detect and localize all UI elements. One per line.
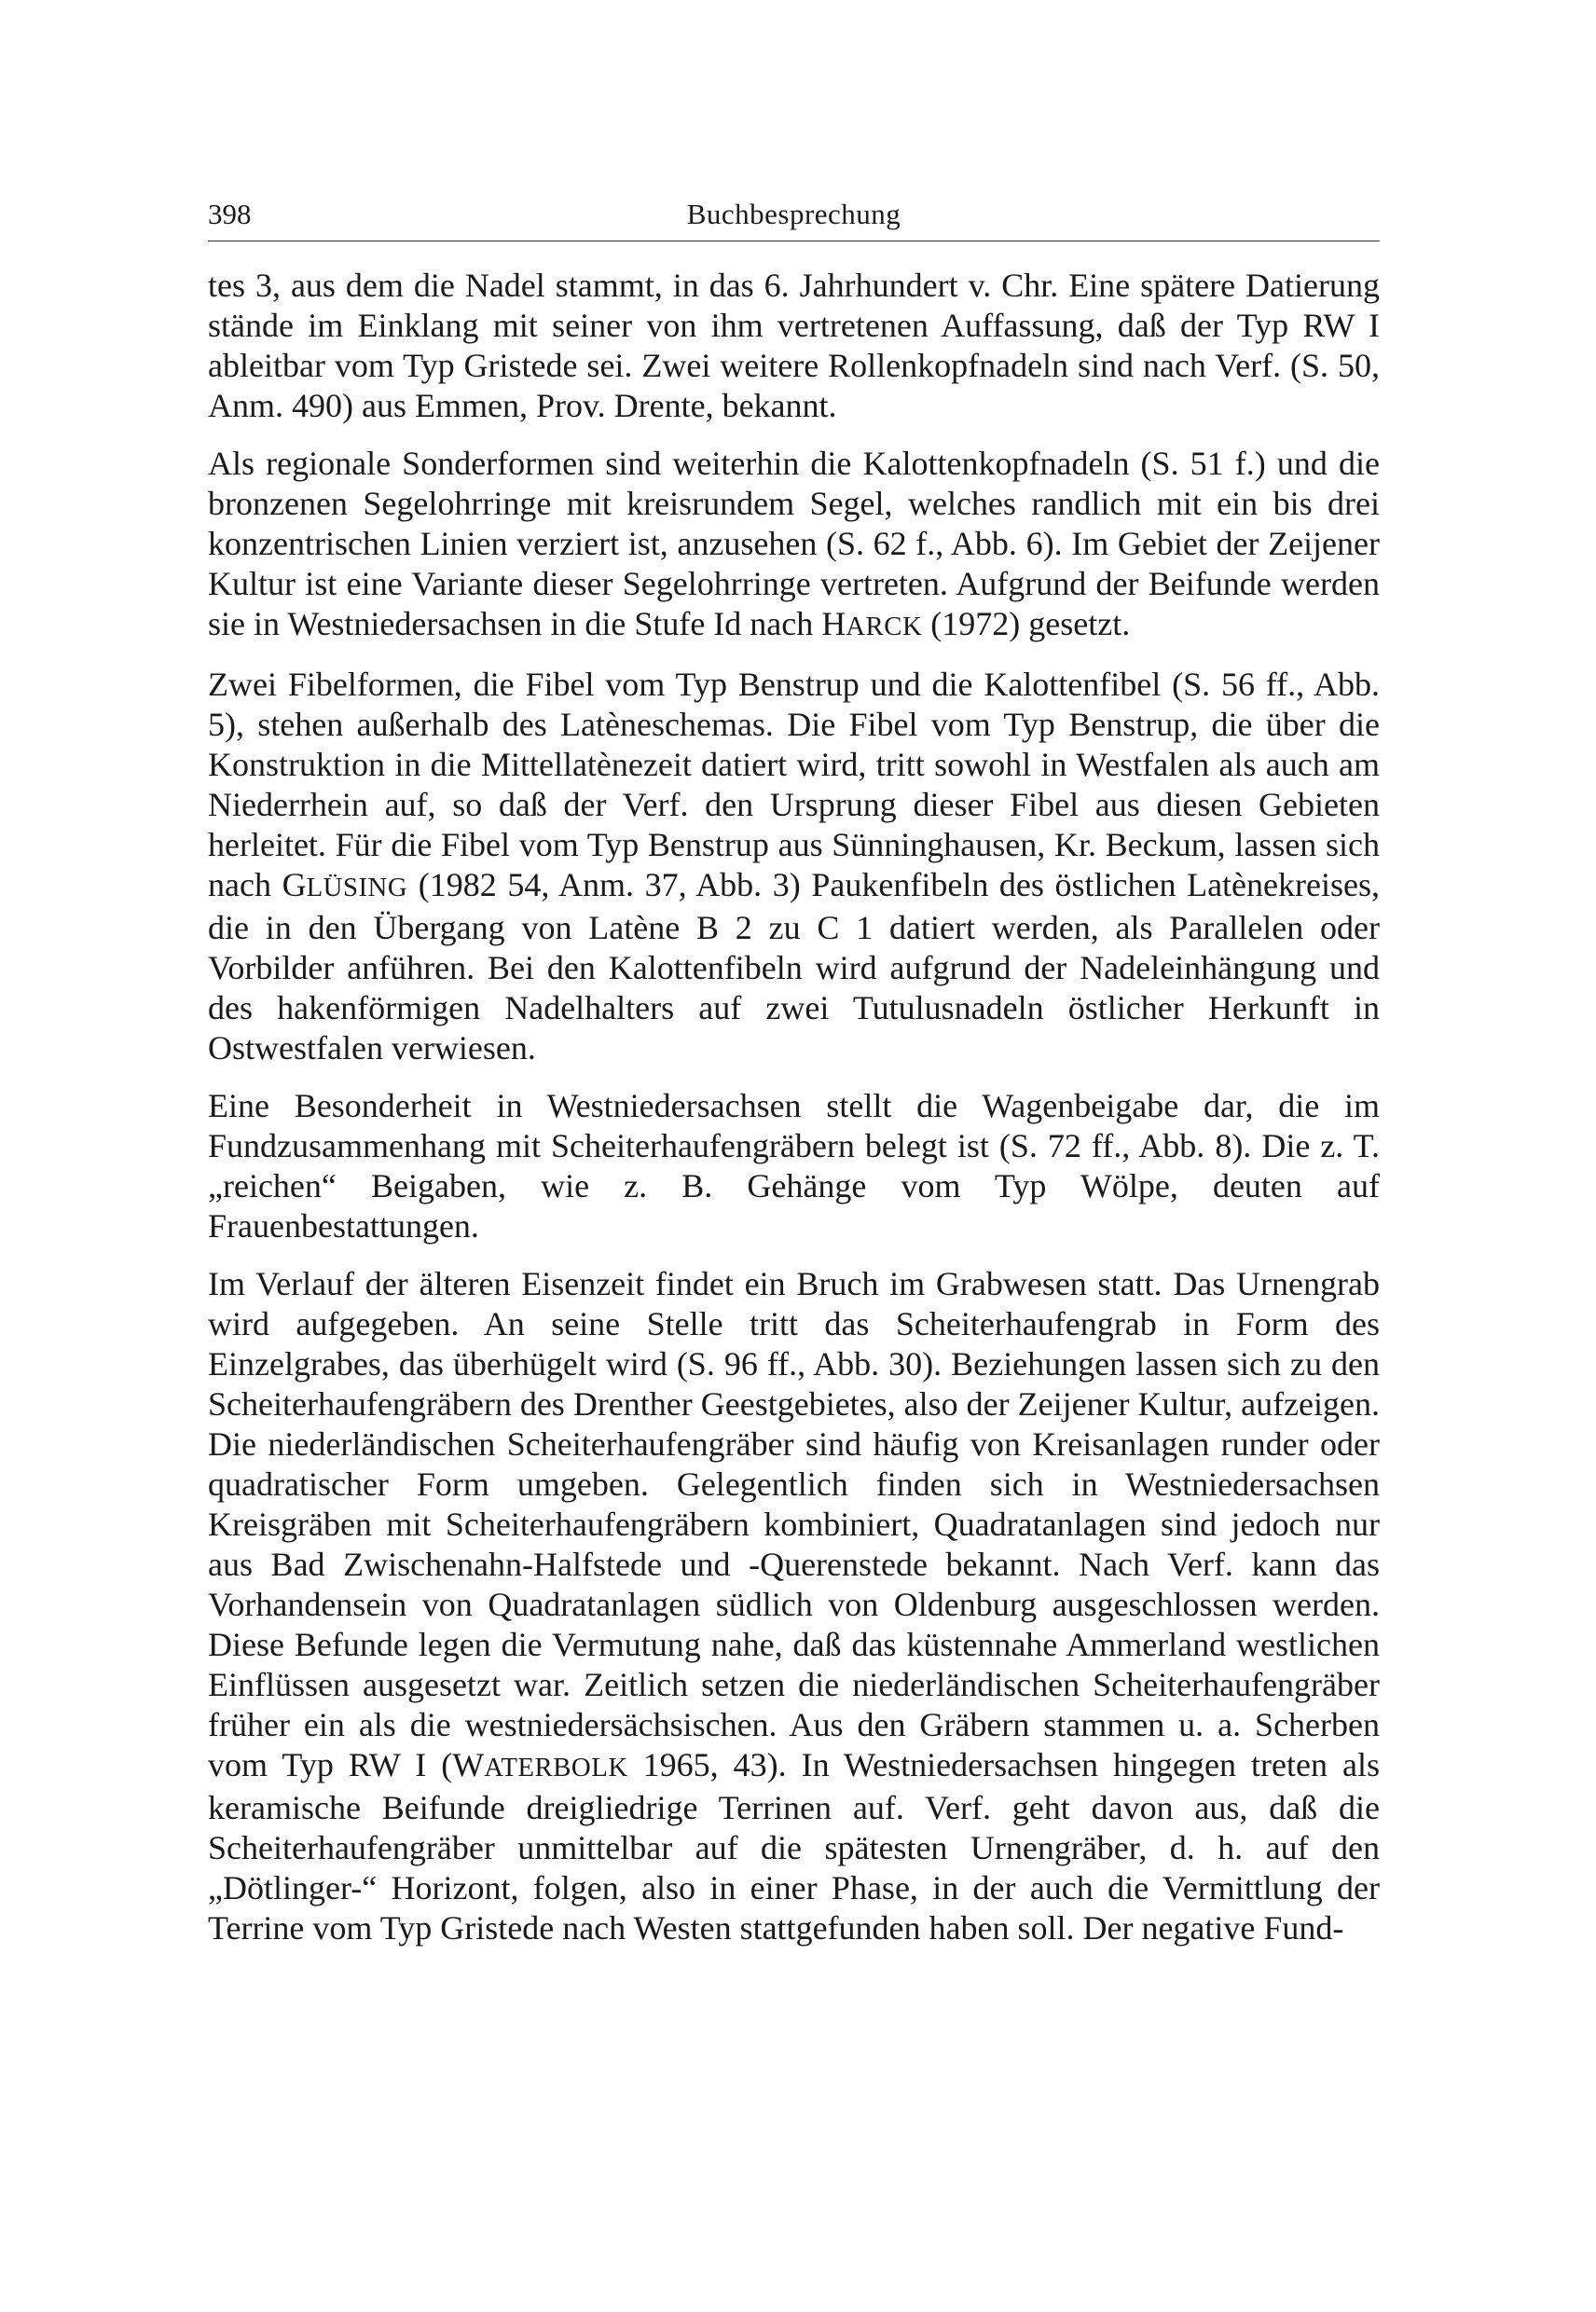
running-title: Buchbesprechung bbox=[686, 198, 901, 230]
paragraph-4 bbox=[208, 1086, 1380, 1246]
paragraph-text: tes 3, aus dem die Nadel stammt, in das 6. Jahrhundert v. Chr. Eine spätere Datierung stände im Einklang mit seiner von ihm vertretenen Auffassung, daß der Typ RW I ableitbar vom Typ Gristede sei. Zwei weitere Rollenkopfnadeln sind nach Verf. (S. 50, Anm. 490) aus Emmen, Prov. Drente, bekannt. bbox=[208, 267, 1380, 424]
paragraph-text: (1972) gesetzt. bbox=[922, 605, 1131, 642]
author-name: GLÜSING bbox=[282, 866, 408, 903]
book-page bbox=[208, 191, 1380, 1966]
paragraph-text: Als regionale Sonderformen sind weiterhin die Kalottenkopfnadeln (S. 51 f.) und die bronzenen Segelohrringe mit kreisrundem Segel, welches randlich mit ein bis drei konzentrischen Linien verziert ist, anzusehen (S. 62 f., Abb. 6). Im Gebiet der Zeijener Kultur ist eine Variante dieser Segelohrringe vertreten. Aufgrund der Beifunde werden sie in Westniedersachsen in die Stufe Id nach bbox=[208, 445, 1380, 642]
paragraph-text: Im Verlauf der älteren Eisenzeit findet ein Bruch im Grabwesen statt. Das Urnengrab wird aufgegeben. An seine Stelle tritt das Scheiterhaufengrab in Form des Einzelgrabes, das überhügelt wird (S. 96 ff., Abb. 30). Beziehungen lassen sich zu den Scheiterhaufengräbern des Drenther Geestgebietes, also der Zeijener Kultur, aufzeigen. Die niederländischen Scheiterhaufengräber sind häufig von Kreisanlagen runder oder quadratischer Form umgeben. Gelegentlich finden sich in Westniedersachsen Kreisgräben mit Scheiterhaufengräbern kombiniert, Quadratanlagen sind jedoch nur aus Bad Zwischenahn-Halfstede und -Querenstede bekannt. Nach Verf. kann das Vorhandensein von Quadratanlagen südlich von Oldenburg ausgeschlossen werden. Diese Befunde legen die Vermutung nahe, daß das küstennahe Ammerland westlichen Einflüssen ausgesetzt war. Zeitlich setzen die niederländischen Scheiterhaufengräber früher ein als die westniedersächsischen. Aus den Gräbern stammen u. a. Scherben vom Typ RW I ( bbox=[208, 1265, 1380, 1783]
body-text bbox=[208, 266, 1380, 1948]
paragraph-text: (1982 54, Anm. 37, Abb. 3) Paukenfibeln des östlichen Latènekreises, die in den Übergang von Latène B 2 zu C 1 datiert werden, als Parallelen oder Vorbilder anführen. Bei den Kalottenfibeln wird aufgrund der Nadeleinhängung und des hakenförmigen Nadelhalters auf zwei Tutulusnadeln östlicher Herkunft in Ostwestfalen verwiesen. bbox=[208, 866, 1380, 1067]
paragraph-text: Eine Besonderheit in Westniedersachsen stellt die Wagenbeigabe dar, die im Fundzusammenhang mit Scheiterhaufengräbern belegt ist (S. 72 ff., Abb. 8). Die z. T. „reichen“ Beigaben, wie z. B. Gehänge vom Typ Wölpe, deuten auf Frauenbestattungen. bbox=[208, 1087, 1380, 1245]
paragraph-3 bbox=[208, 665, 1380, 1068]
author-name: WATERBOLK bbox=[452, 1746, 628, 1783]
paragraph-2 bbox=[208, 444, 1380, 647]
running-head bbox=[208, 191, 1380, 238]
paragraph-text: Zwei Fibelformen, die Fibel vom Typ Benstrup und die Kalottenfibel (S. 56 ff., Abb. 5), stehen außerhalb des Latèneschemas. Die Fibel vom Typ Benstrup, die über die Konstruktion in die Mittellatènezeit datiert wird, tritt sowohl in Westfalen als auch am Niederrhein auf, so daß der Verf. den Ursprung dieser Fibel aus diesen Gebieten herleitet. Für die Fibel vom Typ Benstrup aus Sünninghausen, Kr. Beckum, lassen sich nach bbox=[208, 666, 1380, 903]
paragraph-5 bbox=[208, 1264, 1380, 1948]
page-number: 398 bbox=[208, 198, 252, 230]
paragraph-1 bbox=[208, 266, 1380, 426]
paragraph-text: 1965, 43). In Westniedersachsen hingegen treten als keramische Beifunde dreigliedrige Terrinen auf. Verf. geht davon aus, daß die Scheiterhaufengräber unmittelbar auf die spätesten Urnengräber, d. h. auf den „Dötlinger-“ Horizont, folgen, also in einer Phase, in der auch die Vermittlung der Terrine vom Typ Gristede nach Westen stattgefunden haben soll. Der negative Fund- bbox=[208, 1746, 1380, 1947]
author-name: HARCK bbox=[821, 605, 923, 642]
